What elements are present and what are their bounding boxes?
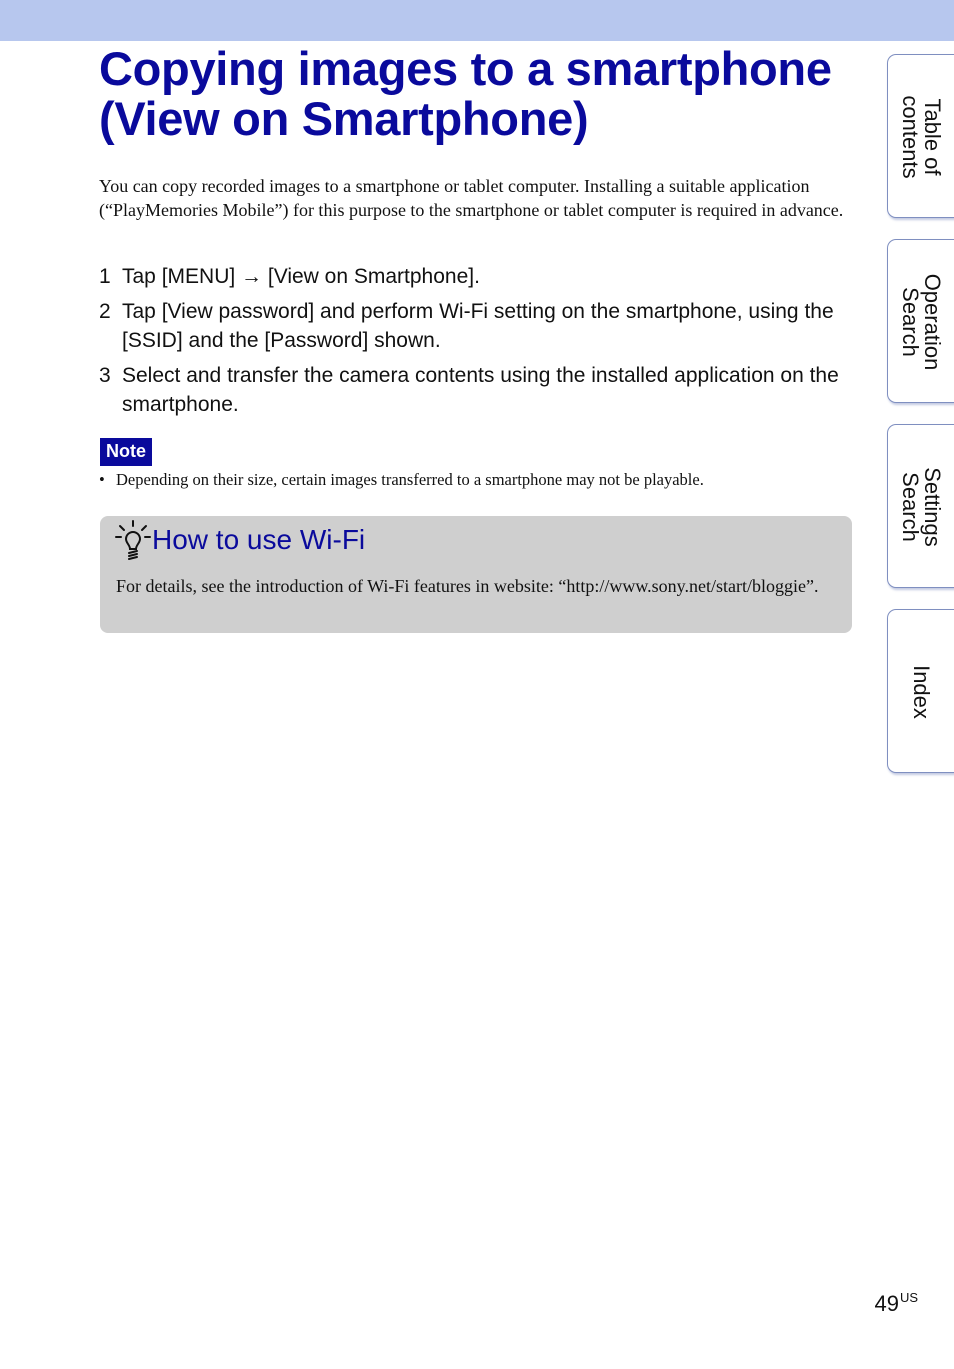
- page-number: [874, 1290, 918, 1317]
- tab-label: Operation Search: [898, 273, 945, 371]
- step-item: [99, 361, 859, 419]
- note-item: [99, 469, 859, 491]
- tip-heading: How to use Wi-Fi: [152, 524, 366, 555]
- tab-table-of-contents[interactable]: [887, 54, 954, 218]
- tab-label: Settings Search: [898, 467, 945, 547]
- page-title-line-2: (View on Smartphone): [99, 92, 589, 145]
- page-title-line-1: Copying images to a smartphone: [99, 42, 832, 95]
- step-text: Tap [View password] and perform Wi-Fi setting on the smartphone, using the [SSID] and the [Password] shown.: [122, 300, 834, 352]
- note-text: Depending on their size, certain images transferred to a smartphone may not be playable.: [116, 470, 704, 489]
- tab-index[interactable]: [887, 609, 954, 773]
- page-title: [99, 44, 869, 144]
- intro-paragraph: You can copy recorded images to a smartphone or tablet computer. Installing a suitable application (“PlayMemories Mobile”) for this purpose to the smartphone or tablet computer is required in advance.: [99, 176, 844, 220]
- step-text: Tap [MENU] → [View on Smartphone].: [122, 265, 480, 288]
- page-region: US: [899, 1290, 918, 1305]
- steps-list: [99, 262, 859, 425]
- step-number: 2: [99, 300, 111, 323]
- top-band: [0, 0, 954, 41]
- tip-box: [100, 516, 852, 633]
- step-item: [99, 262, 859, 291]
- page-number-value: 49: [874, 1291, 899, 1316]
- tab-settings-search[interactable]: [887, 424, 954, 588]
- tab-label: Table of contents: [898, 95, 945, 179]
- bullet-icon: •: [99, 470, 105, 489]
- step-number: 3: [99, 364, 111, 387]
- tab-label: Index: [909, 665, 934, 719]
- tip-body: For details, see the introduction of Wi-Fi features in website: “http://www.sony.net/start/bloggie”.: [116, 576, 819, 596]
- tab-operation-search[interactable]: [887, 239, 954, 403]
- step-number: 1: [99, 265, 111, 288]
- step-text: Select and transfer the camera contents using the installed application on the smartphone.: [122, 364, 839, 416]
- note-badge: Note: [100, 438, 152, 466]
- step-item: [99, 297, 859, 355]
- lightbulb-icon: [115, 520, 151, 562]
